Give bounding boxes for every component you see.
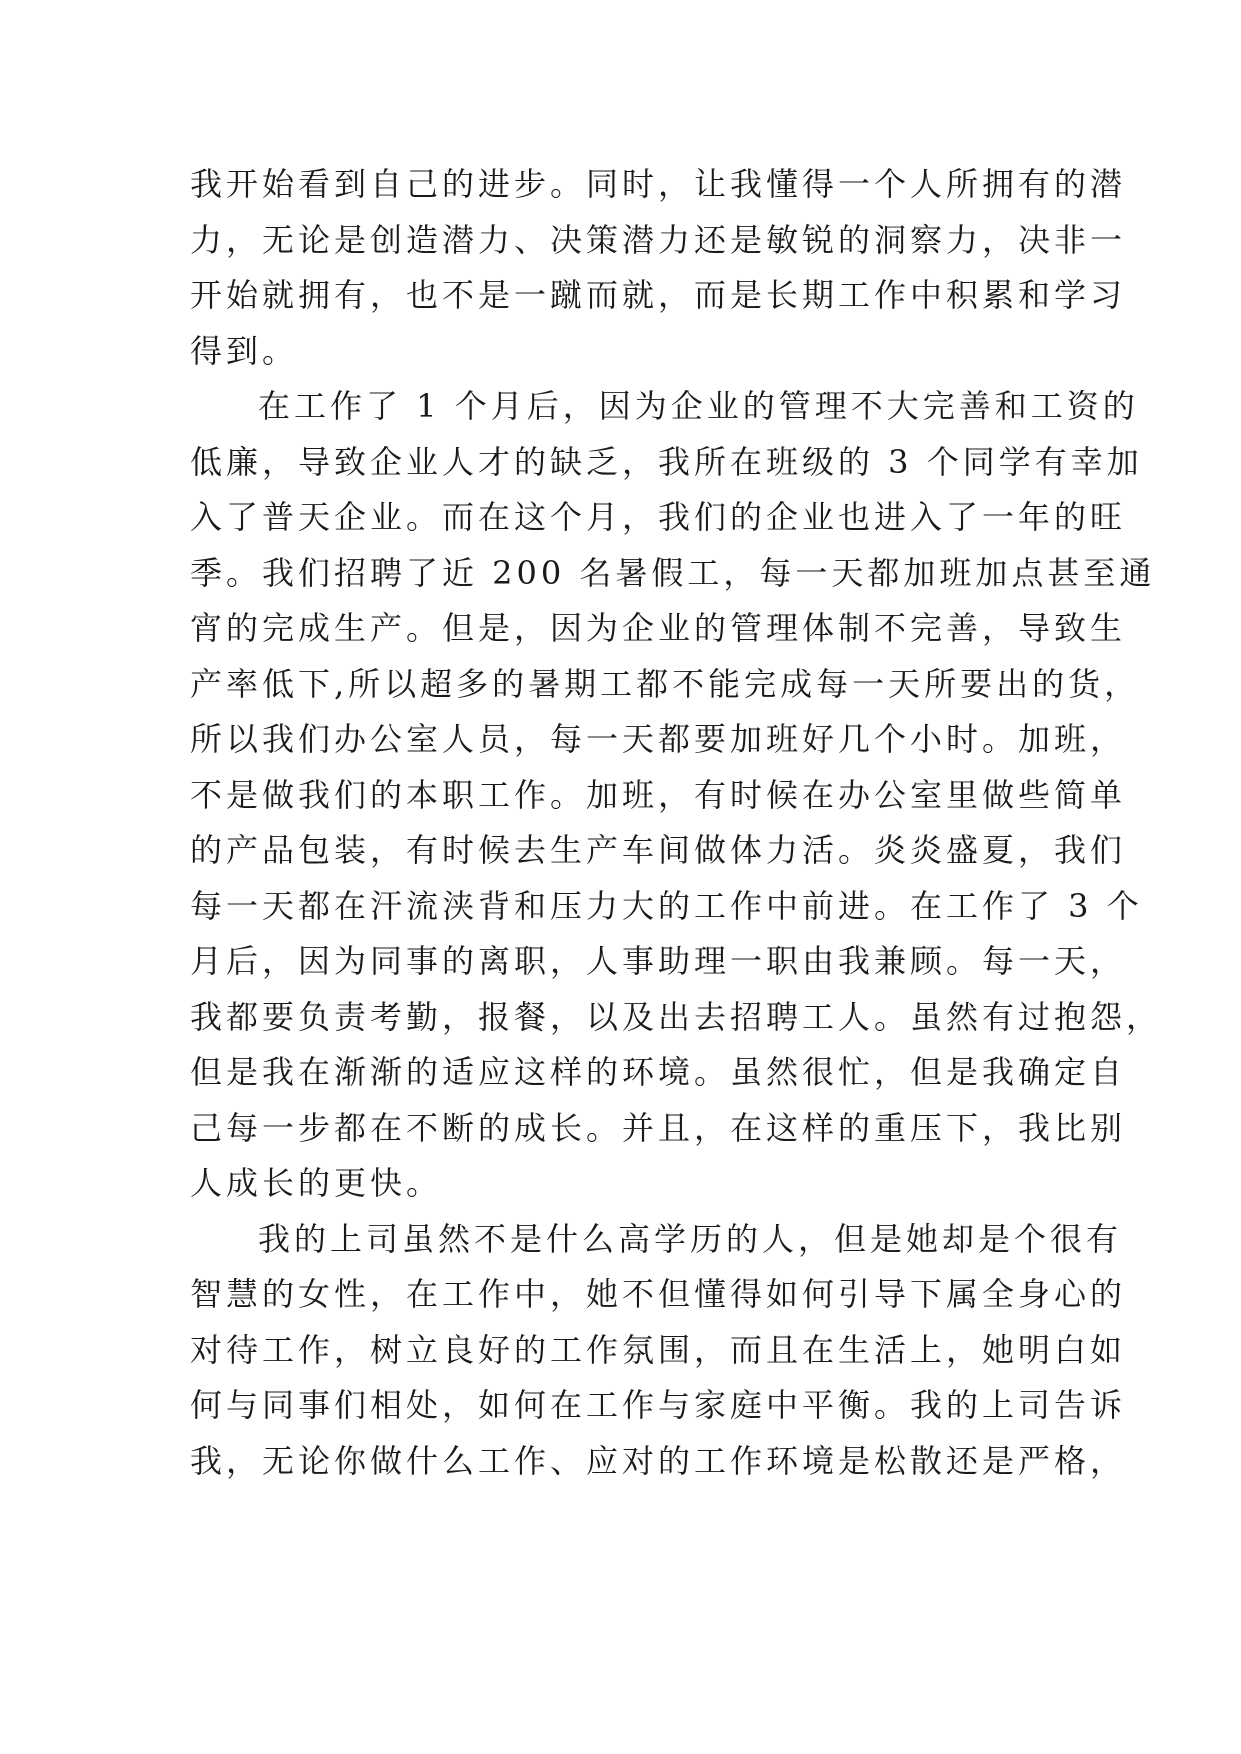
text-line: 我，无论你做什么工作、应对的工作环境是松散还是严格， — [190, 1441, 1127, 1480]
text-line: 月后，因为同事的离职，人事助理一职由我兼顾。每一天， — [190, 942, 1127, 980]
text-line: 我都要负责考勤，报餐，以及出去招聘工人。虽然有过抱怨， — [190, 997, 1163, 1036]
text-line: 入了普天企业。而在这个月，我们的企业也进入了一年的旺 — [190, 498, 1127, 536]
text-line: 得到。 — [190, 331, 299, 370]
text-line: 宵的完成生产。但是，因为企业的管理体制不完善，导致生 — [190, 609, 1127, 647]
text-line: 低廉，导致企业人才的缺乏，我所在班级的 3 个同学有幸加 — [190, 442, 1143, 481]
text-line: 我开始看到自己的进步。同时，让我懂得一个人所拥有的潜 — [190, 165, 1127, 203]
text-line: 智慧的女性，在工作中，她不但懂得如何引导下属全身心的 — [190, 1275, 1127, 1313]
text-line: 何与同事们相处，如何在工作与家庭中平衡。我的上司告诉 — [190, 1386, 1127, 1424]
text-line: 力，无论是创造潜力、决策潜力还是敏锐的洞察力，决非一 — [190, 220, 1127, 259]
text-line: 的产品包装，有时候去生产车间做体力活。炎炎盛夏，我们 — [190, 831, 1127, 869]
paragraph — [190, 1212, 1127, 1490]
text-line: 所以我们办公室人员，每一天都要加班好几个小时。加班， — [190, 720, 1127, 758]
text-line: 季。我们招聘了近 200 名暑假工，每一天都加班加点甚至通 — [190, 553, 1156, 592]
text-line: 开始就拥有，也不是一蹴而就，而是长期工作中积累和学习 — [190, 276, 1127, 314]
document-body — [190, 157, 1163, 1489]
text-line: 人成长的更快。 — [190, 1164, 443, 1202]
text-line: 对待工作，树立良好的工作氛围，而且在生活上，她明白如 — [190, 1330, 1127, 1369]
text-line: 每一天都在汗流浃背和压力大的工作中前进。在工作了 3 个 — [190, 886, 1143, 925]
text-line: 产率低下,所以超多的暑期工都不能完成每一天所要出的货， — [190, 664, 1141, 703]
text-line: 不是做我们的本职工作。加班，有时候在办公室里做些简单 — [190, 775, 1127, 814]
paragraph — [190, 157, 1127, 379]
paragraph — [190, 379, 1163, 1212]
text-line: 但是我在渐渐的适应这样的环境。虽然很忙，但是我确定自 — [190, 1053, 1127, 1091]
text-line: 我的上司虽然不是什么高学历的人，但是她却是个很有 — [258, 1219, 1123, 1258]
text-line: 己每一步都在不断的成长。并且，在这样的重压下，我比别 — [190, 1108, 1127, 1147]
text-line: 在工作了 1 个月后，因为企业的管理不大完善和工资的 — [258, 387, 1139, 425]
